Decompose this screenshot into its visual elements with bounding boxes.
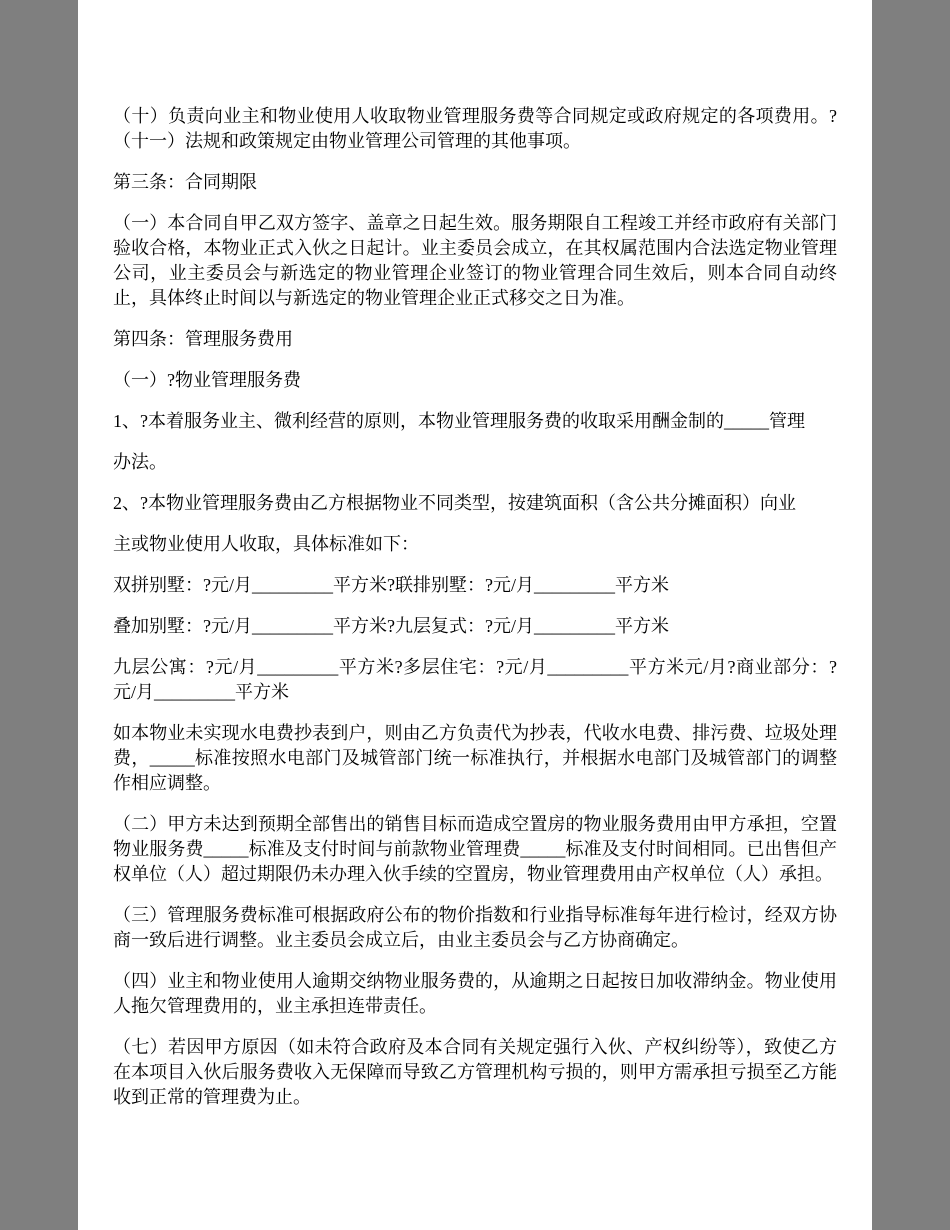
clause-1-item-2: 2、?本物业管理服务费由乙方根据物业不同类型，按建筑面积（含公共分摊面积）向业 xyxy=(113,493,796,513)
clause-item-10-11: （十）负责向业主和物业使用人收取物业管理服务费等合同规定或政府规定的各项费用。?（十一）法规和政策规定由物业管理公司管理的其他事项。 xyxy=(113,106,837,151)
article-3-clause-1: （一）本合同自甲乙双方签字、盖章之日起生效。服务期限自工程竣工并经市政府有关部门验收合格，本物业正式入伙之日起计。业主委员会成立，在其权属范围内合法选定物业管理公司，业主委员会与新选定的物业管理企业签订的物业管理合同生效后，则本合同自动终止，具体终止时间以与新选定的物业管理企业正式移交之日为准。 xyxy=(113,213,837,308)
clause-1-item-2-continued: 主或物业使用人收取，具体标准如下： xyxy=(113,534,419,554)
fee-line-apartment-commercial: 九层公寓：?元/月_________平方米?多层住宅：?元/月_________平方米元/月?商业部分：?元/月_________平方米 xyxy=(113,657,837,702)
article-4-clause-3: （三）管理服务费标准可根据政府公布的物价指数和行业指导标准每年进行检讨，经双方协商一致后进行调整。业主委员会成立后，由业主委员会与乙方协商确定。 xyxy=(113,905,837,950)
article-4-clause-7: （七）若因甲方原因（如未符合政府及本合同有关规定强行入伙、产权纠纷等），致使乙方在本项目入伙后服务费收入无保障而导致乙方管理机构亏损的，则甲方需承担亏损至乙方能收到正常的管理费为止。 xyxy=(113,1037,837,1107)
article-4-clause-4: （四）业主和物业使用人逾期交纳物业服务费的，从逾期之日起按日加收滞纳金。物业使用人拖欠管理费用的，业主承担连带责任。 xyxy=(113,971,837,1016)
fee-line-duplex-villa: 双拼别墅：?元/月_________平方米?联排别墅：?元/月_________平方米 xyxy=(113,575,669,595)
article-4-heading: 第四条：管理服务费用 xyxy=(113,329,293,349)
article-4-clause-2: （二）甲方未达到预期全部售出的销售目标而造成空置房的物业服务费用由甲方承担，空置物业服务费_____标准及支付时间与前款物业管理费_____标准及支付时间相同。已出售但产权单位（人）超过期限仍未办理入伙手续的空置房，物业管理费用由产权单位（人）承担。 xyxy=(113,814,837,884)
clause-1-item-1-continued: 办法。 xyxy=(113,452,167,472)
clause-1-item-1: 1、?本着服务业主、微利经营的原则，本物业管理服务费的收取采用酬金制的_____管理 xyxy=(113,411,805,431)
article-3-heading: 第三条：合同期限 xyxy=(113,172,257,192)
document-page xyxy=(78,0,872,1230)
utility-fee-paragraph: 如本物业未实现水电费抄表到户，则由乙方负责代为抄表，代收水电费、排污费、垃圾处理费，_____标准按照水电部门及城管部门统一标准执行，并根据水电部门及城管部门的调整作相应调整。 xyxy=(113,723,837,793)
article-4-clause-1-heading: （一）?物业管理服务费 xyxy=(113,370,301,390)
fee-line-stacked-villa: 叠加别墅：?元/月_________平方米?九层复式：?元/月_________平方米 xyxy=(113,616,669,636)
